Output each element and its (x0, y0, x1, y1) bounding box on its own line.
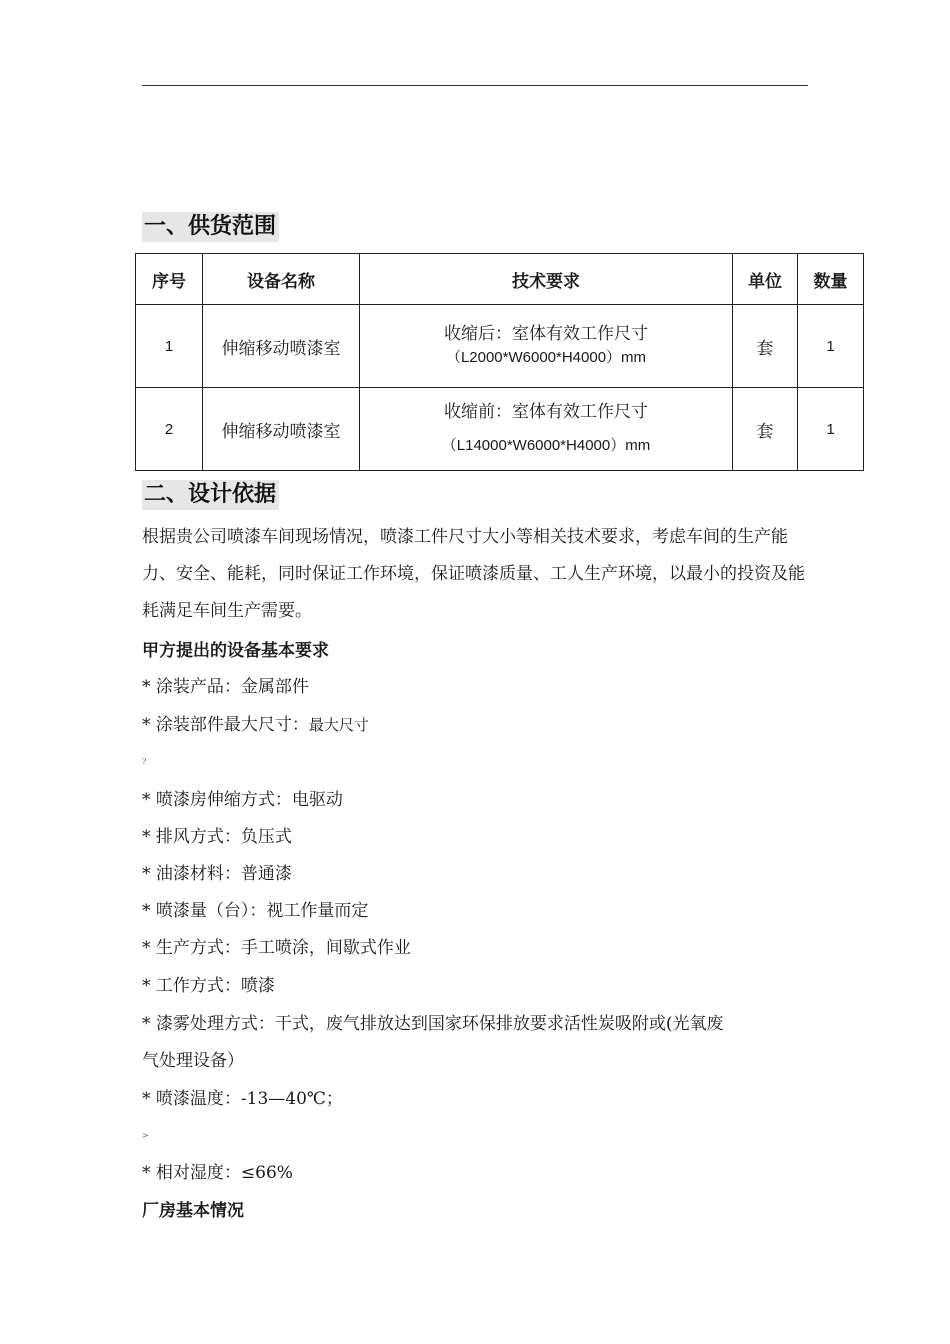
cell-name: 伸缩移动喷漆室 (203, 305, 360, 388)
cell-unit: 套 (733, 305, 798, 388)
max-size-label: * 涂装部件最大尺寸： (142, 715, 309, 735)
col-header-requirements: 技术要求 (360, 254, 733, 305)
cell-no: 1 (136, 305, 203, 388)
req-item-production: * 生产方式：手工喷涂，间歇式作业 (142, 938, 411, 958)
cell-requirements (360, 388, 733, 471)
req-line-2: （L14000*W6000*H4000）mm (441, 437, 651, 454)
section-heading-design-basis: 二、设计依据 (142, 480, 279, 510)
requirements-heading: 甲方提出的设备基本要求 (142, 641, 329, 661)
cell-no: 2 (136, 388, 203, 471)
table-header-row (136, 254, 864, 305)
req-line-2: （L2000*W6000*H4000）mm (445, 349, 647, 366)
req-item-mist: * 漆雾处理方式：干式，废气排放达到国家环保排放要求活性炭吸附或(光氧废 (142, 1014, 724, 1034)
max-size-value: 最大尺寸 (308, 716, 369, 734)
section-heading-supply-scope: 一、供货范围 (142, 212, 279, 242)
req-item-product: * 涂装产品：金属部件 (142, 677, 309, 697)
table-row (136, 305, 864, 388)
cell-requirements (360, 305, 733, 388)
stray-mark: ? (142, 757, 147, 766)
req-item-mist-cont: 气处理设备） (142, 1051, 244, 1071)
req-item-max-size (142, 711, 822, 739)
req-item-exhaust: * 排风方式：负压式 (142, 827, 292, 847)
req-item-temperature: * 喷漆温度：-13—40℃； (142, 1089, 343, 1109)
plant-heading: 厂房基本情况 (142, 1201, 244, 1221)
cell-unit: 套 (733, 388, 798, 471)
req-line-1: 收缩后：室体有效工作尺寸 (444, 324, 648, 344)
cell-qty: 1 (798, 388, 864, 471)
header-rule (142, 85, 808, 86)
col-header-qty: 数量 (798, 254, 864, 305)
req-line-1: 收缩前：室体有效工作尺寸 (444, 402, 648, 422)
req-item-paint: * 油漆材料：普通漆 (142, 864, 292, 884)
table-row (136, 388, 864, 471)
req-item-humidity: * 相对湿度：≤66% (142, 1163, 293, 1183)
cell-name: 伸缩移动喷漆室 (203, 388, 360, 471)
cell-qty: 1 (798, 305, 864, 388)
req-item-retract: * 喷漆房伸缩方式：电驱动 (142, 790, 343, 810)
stray-mark: > (142, 1131, 149, 1140)
req-item-work: * 工作方式：喷漆 (142, 976, 275, 996)
col-header-name: 设备名称 (203, 254, 360, 305)
col-header-no: 序号 (136, 254, 203, 305)
supply-scope-table (135, 253, 864, 471)
design-basis-paragraph: 根据贵公司喷漆车间现场情况，喷漆工件尺寸大小等相关技术要求，考虑车间的生产能力、安全、能耗，同时保证工作环境，保证喷漆质量、工人生产环境，以最小的投资及能耗满足车间生产需要。 (142, 527, 805, 621)
col-header-unit: 单位 (733, 254, 798, 305)
req-item-volume: * 喷漆量（台）：视工作量而定 (142, 901, 369, 921)
